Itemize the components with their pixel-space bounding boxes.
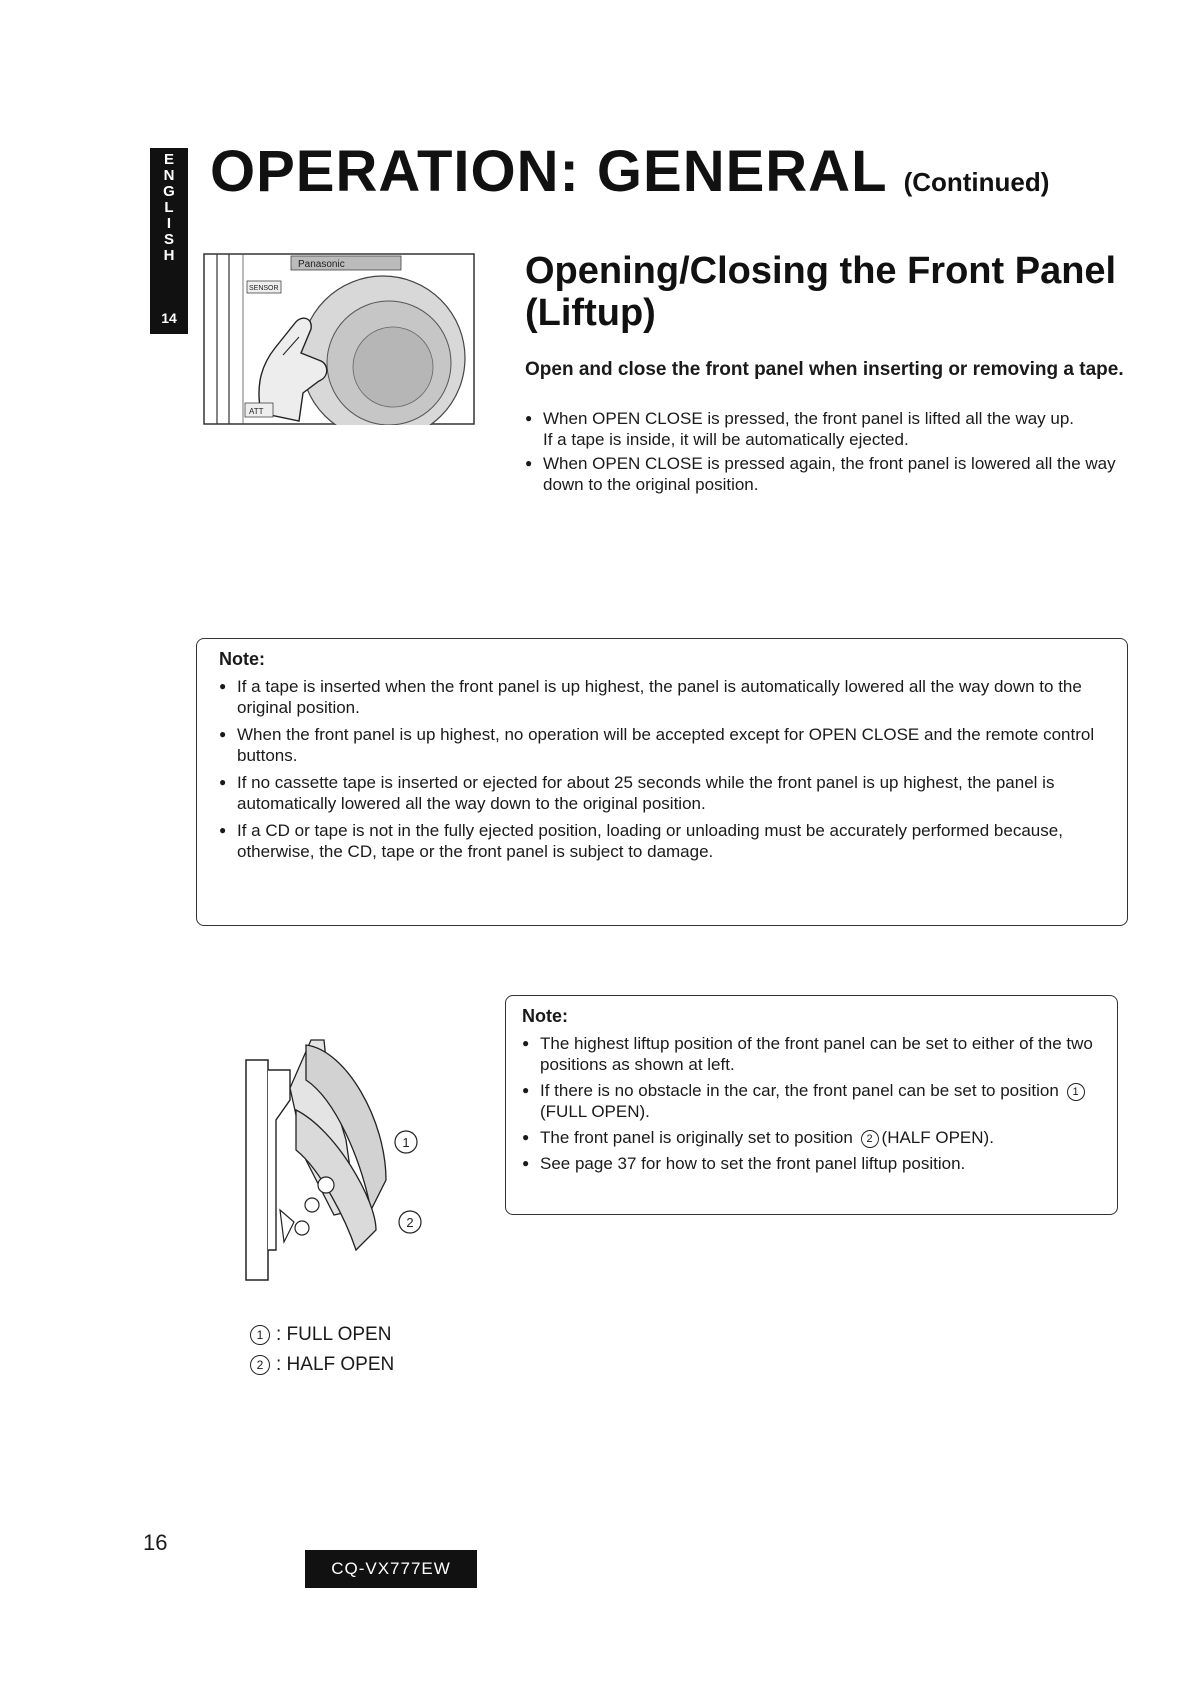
list-item: ● If a CD or tape is not in the fully ejected position, loading or unloading must be accurately performed because, otherwise, the CD, tape or the front panel is subject to damage. (219, 820, 1109, 862)
list-item: ● The highest liftup position of the front panel can be set to either of the two positions as shown at left. (522, 1033, 1103, 1075)
list-item-text: The front panel is originally set to position (540, 1128, 853, 1147)
section-bullets (525, 408, 1135, 498)
note-box (505, 995, 1118, 1215)
note-label: Note: (219, 649, 265, 669)
language-tab-page: 14 (161, 310, 177, 326)
legend-item (250, 1320, 394, 1350)
att-label: ATT (249, 407, 264, 416)
diagram-marker-label: 2 (406, 1215, 414, 1230)
list-item-text: When OPEN CLOSE is pressed again, the front panel is lowered all the way down to the original position. (543, 454, 1116, 494)
section-lead: Open and close the front panel when inserting or removing a tape. (525, 359, 1124, 380)
note-list (522, 1033, 1103, 1174)
list-item (525, 408, 1135, 450)
model-badge: CQ-VX777EW (305, 1550, 477, 1588)
list-item-text: (FULL OPEN). (540, 1102, 650, 1121)
list-item: ● If no cassette tape is inserted or ejected for about 25 seconds while the front panel is up highest, the panel is automatically lowered all the way down to the original position. (219, 772, 1109, 814)
legend-item (250, 1350, 394, 1380)
sensor-label: SENSOR (249, 285, 279, 292)
note-box (196, 638, 1128, 926)
list-item: ● When the front panel is up highest, no operation will be accepted except for OPEN CLOSE and the remote control buttons. (219, 724, 1109, 766)
diagram-legend (250, 1320, 394, 1380)
note-label: Note: (522, 1006, 568, 1026)
language-letter: L (164, 199, 174, 216)
list-item (522, 1080, 1103, 1122)
language-letter: E (163, 151, 174, 168)
language-letter: N (163, 167, 175, 184)
diagram-marker-label: 1 (402, 1135, 410, 1150)
legend-number: 1 (250, 1325, 270, 1345)
language-letter: H (163, 247, 175, 264)
page-title-text: OPERATION: GENERAL (210, 139, 887, 204)
list-item: ● See page 37 for how to set the front panel liftup position. (522, 1153, 1103, 1174)
legend-label: : FULL OPEN (276, 1324, 392, 1345)
legend-number: 2 (250, 1355, 270, 1375)
note-list (219, 676, 1109, 862)
page-number: 16 (143, 1530, 168, 1555)
position-number: 1 (1067, 1083, 1085, 1101)
position-number: 2 (861, 1130, 879, 1148)
section-title (525, 250, 1116, 334)
list-item (525, 453, 1135, 495)
language-letter: S (163, 231, 174, 248)
brand-label: Panasonic (298, 259, 345, 270)
list-item-subtext: If a tape is inside, it will be automatically ejected. (543, 430, 909, 449)
language-tab (150, 148, 188, 334)
liftup-diagram (236, 1010, 446, 1300)
language-letter: G (163, 183, 175, 200)
front-panel-photo (203, 253, 475, 425)
language-letter: I (166, 215, 172, 232)
section-title-line: Opening/Closing the Front Panel (525, 250, 1117, 292)
list-item-text: If there is no obstacle in the car, the front panel can be set to position (540, 1081, 1059, 1100)
page-title (210, 138, 1049, 205)
section-title-line: (Liftup) (525, 292, 656, 334)
front-panel-illustration (203, 253, 475, 425)
list-item-text: (HALF OPEN). (881, 1128, 994, 1147)
list-item-text: When OPEN CLOSE is pressed, the front panel is lifted all the way up. (543, 409, 1075, 428)
list-item (522, 1127, 1103, 1148)
legend-label: : HALF OPEN (276, 1354, 395, 1375)
list-item: ● If a tape is inserted when the front panel is up highest, the panel is automatically lowered all the way down to the original position. (219, 676, 1109, 718)
continued-label: (Continued) (903, 167, 1050, 197)
liftup-positions-illustration (236, 1010, 446, 1300)
